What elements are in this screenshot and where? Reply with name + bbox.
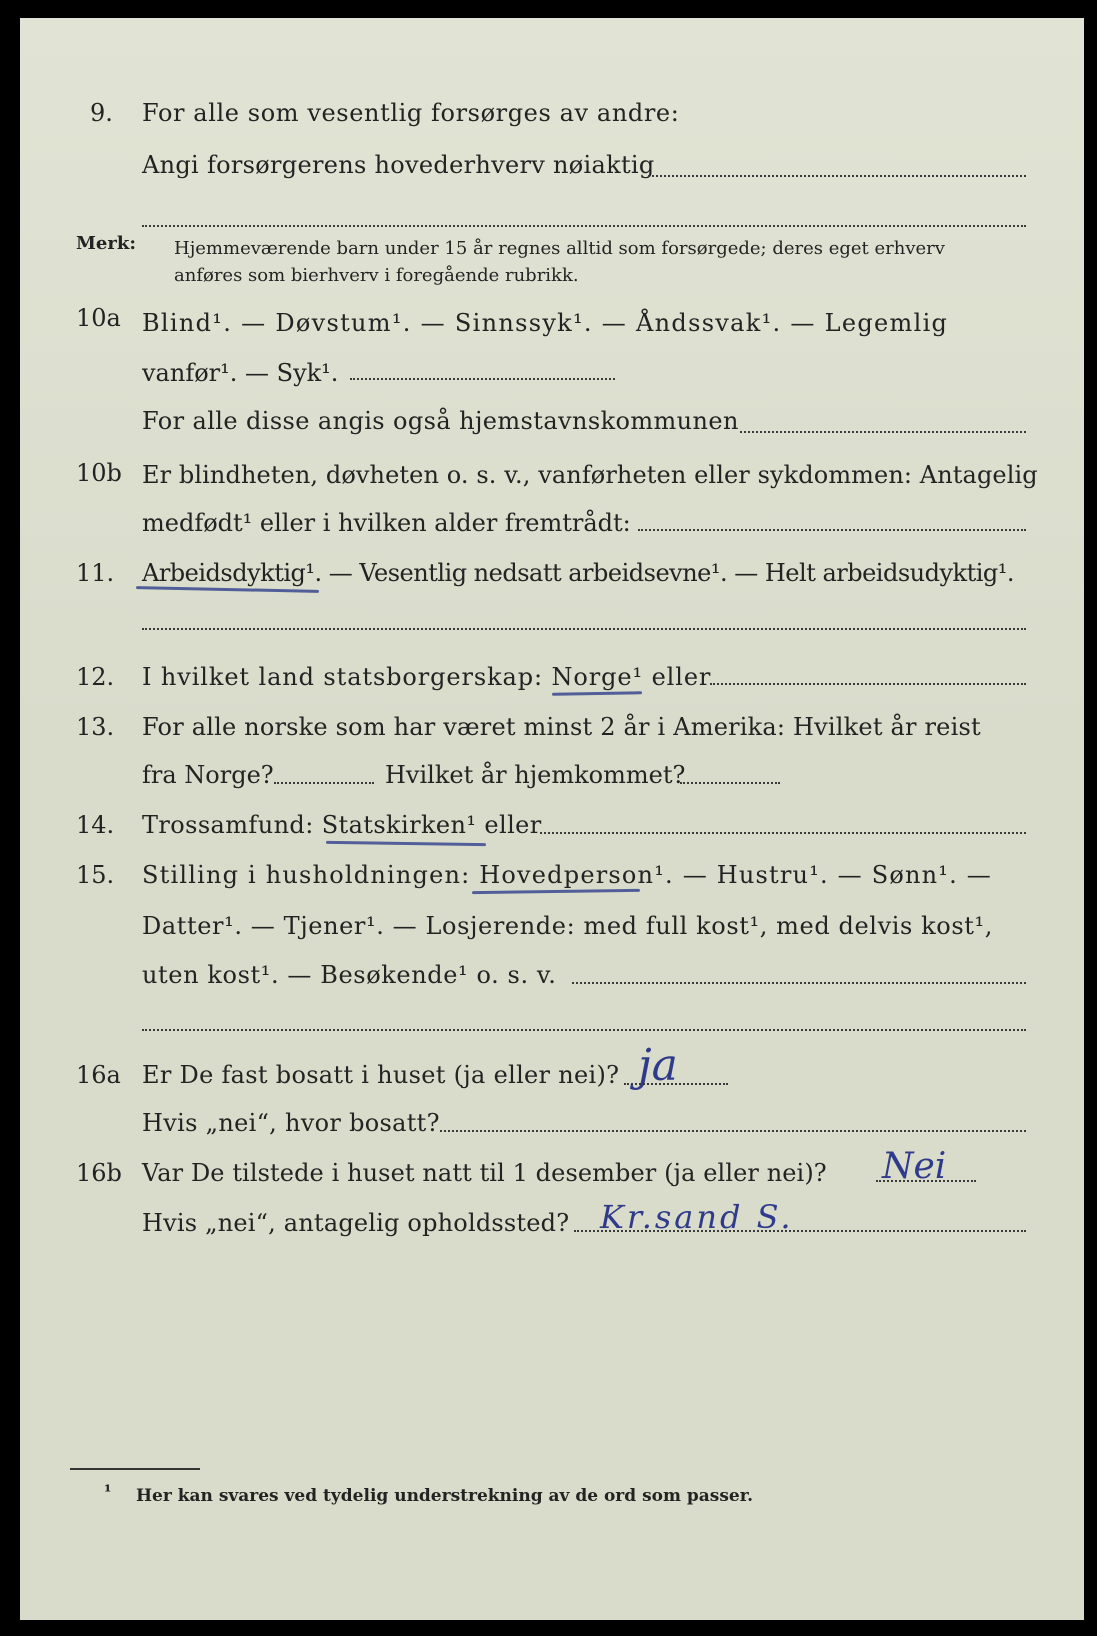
q13-line2a: fra Norge? — [142, 761, 274, 789]
q15-number: 15. — [76, 861, 115, 889]
q10b-line1: Er blindheten, døvheten o. s. v., vanførheten eller sykdommen: Antagelig — [142, 461, 1038, 489]
q16a-line1: Er De fast bosatt i huset (ja eller nei)? — [142, 1061, 620, 1089]
q15-line3: uten kost¹. — Besøkende¹ o. s. v. — [142, 961, 557, 989]
q16b-tilstede-line[interactable] — [876, 1180, 976, 1182]
q15-answer-line-2[interactable] — [142, 1029, 1026, 1031]
q10a-line1: Blind¹. — Døvstum¹. — Sinnssyk¹. — Åndssvak¹. — Legemlig — [142, 309, 949, 337]
q9-number: 9. — [90, 99, 113, 127]
q10a-answer-line[interactable] — [350, 378, 615, 380]
q12-answer-line[interactable] — [710, 683, 1026, 685]
merk-line1: Hjemmeværende barn under 15 år regnes alltid som forsørgede; deres eget erhverv — [174, 238, 945, 259]
q12-number: 12. — [76, 663, 115, 691]
q11-number: 11. — [76, 559, 115, 587]
q10b-number: 10b — [76, 459, 122, 487]
footnote-text: Her kan svares ved tydelig understrekning av de ord som passer. — [136, 1486, 754, 1506]
q13-reist-line[interactable] — [274, 782, 374, 784]
q14-number: 14. — [76, 811, 115, 839]
q13-line2b: Hvilket år hjemkommet? — [385, 761, 686, 789]
q16b-line1: Var De tilstede i huset natt til 1 desember (ja eller nei)? — [142, 1159, 827, 1187]
q15-line1: Stilling i husholdningen: Hovedperson¹. — Hustru¹. — Sønn¹. — — [142, 861, 992, 889]
q10b-line2: medfødt¹ eller i hvilken alder fremtrådt: — [142, 509, 631, 537]
q14-answer-line[interactable] — [540, 832, 1026, 834]
q10a-line3: For alle disse angis også hjemstavnskommunen — [142, 407, 739, 435]
footnote-mark: ¹ — [104, 1482, 112, 1502]
q14-handwritten-underline — [326, 841, 486, 846]
q9-line1: For alle som vesentlig forsørges av andre: — [142, 99, 680, 127]
q13-hjemkommet-line[interactable] — [680, 782, 780, 784]
q12-line1: I hvilket land statsborgerskap: Norge¹ eller — [142, 663, 712, 691]
q11-answer-line[interactable] — [142, 628, 1026, 630]
q16a-handwritten-answer: ja — [638, 1040, 678, 1091]
q10a-number: 10a — [76, 304, 121, 332]
q16a-number: 16a — [76, 1061, 121, 1089]
q10a-line2: vanfør¹. — Syk¹. — [142, 359, 339, 387]
q16a-bosatt-line[interactable] — [440, 1130, 1026, 1132]
merk-line2: anføres som bierhverv i foregående rubrikk. — [174, 265, 579, 286]
q13-number: 13. — [76, 713, 115, 741]
q16b-number: 16b — [76, 1159, 122, 1187]
q16b-line2: Hvis „nei“, antagelig opholdssted? — [142, 1209, 570, 1237]
q13-line1: For alle norske som har været minst 2 år i Amerika: Hvilket år reist — [142, 713, 981, 741]
q9-line2: Angi forsørgerens hovederhverv nøiaktig — [142, 151, 655, 179]
q14-line1: Trossamfund: Statskirken¹ eller — [142, 811, 542, 839]
q16a-line2: Hvis „nei“, hvor bosatt? — [142, 1109, 440, 1137]
q15-answer-line[interactable] — [572, 982, 1026, 984]
q16b-handwritten-answer: Nei — [882, 1146, 947, 1187]
q15-line2: Datter¹. — Tjener¹. — Losjerende: med full kost¹, med delvis kost¹, — [142, 912, 993, 940]
merk-label: Merk: — [76, 233, 136, 254]
q9-answer-line-2[interactable] — [142, 225, 1026, 227]
q9-answer-line[interactable] — [648, 175, 1026, 177]
q10a-hjemstavn-line[interactable] — [740, 431, 1026, 433]
q10b-answer-line[interactable] — [638, 529, 1026, 531]
q16b-handwritten-place: Kr.sand S. — [600, 1198, 794, 1236]
census-form-sheet — [20, 18, 1084, 1620]
footnote-rule — [70, 1468, 200, 1470]
q12-handwritten-underline — [552, 691, 642, 696]
q11-line1: Arbeidsdyktig¹. — Vesentlig nedsatt arbeidsevne¹. — Helt arbeidsudyktig¹. — [142, 559, 1015, 587]
q16a-answer-line[interactable] — [624, 1083, 728, 1085]
q16b-opholdssted-line[interactable] — [574, 1230, 1026, 1232]
